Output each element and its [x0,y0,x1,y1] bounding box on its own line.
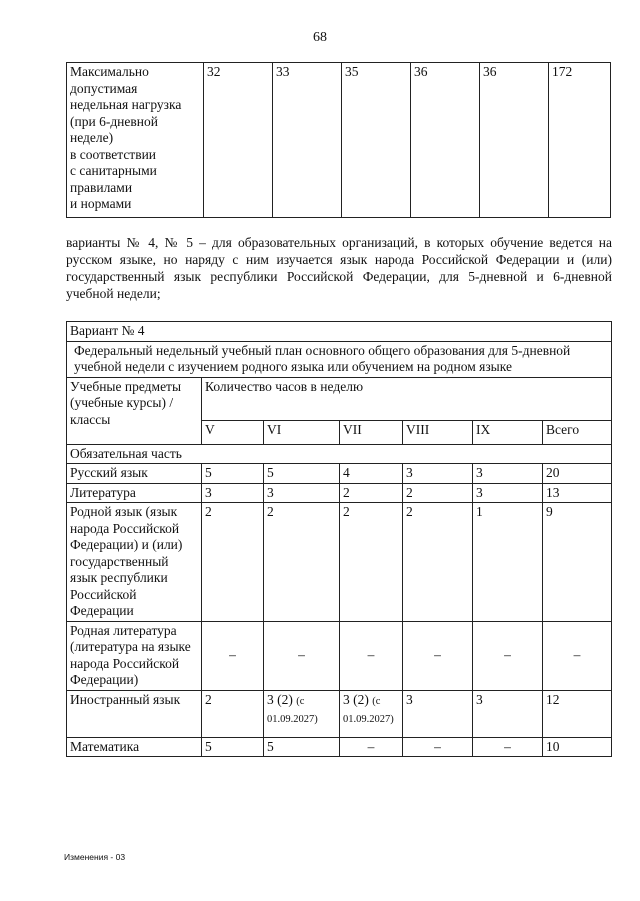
subject-name: Родной язык (язык народа Российской Федерации) и (или) государственный язык республики Российской Федерации [67,503,202,622]
grade-header: Всего [543,420,612,444]
hours-cell: 3 [473,464,543,484]
total-cell: – [543,621,612,690]
max-load-value: 33 [273,63,342,218]
hours-cell: 5 [202,464,264,484]
hours-cell: – [202,621,264,690]
plan-title: Федеральный недельный учебный план основного общего образования для 5-дневной учебной недели с изучением родного языка или обучением на родном языке [67,341,612,377]
hours-cell: 2 [340,483,403,503]
subjects-header: Учебные предметы (учебные курсы) / классы [67,377,202,444]
page-number: 68 [313,30,327,45]
total-cell: 9 [543,503,612,622]
hours-cell: 1 [473,503,543,622]
hours-cell: – [340,621,403,690]
table-row [67,341,612,377]
footer-note: Изменения - 03 [64,852,126,862]
subject-name: Математика [67,737,202,757]
hours-cell: 2 [403,483,473,503]
hours-cell: 3 [473,690,543,737]
hours-cell: 4 [340,464,403,484]
max-load-table [66,62,611,218]
total-cell: 13 [543,483,612,503]
subject-name: Родная литература (литература на языке народа Российской Федерации) [67,621,202,690]
hours-cell: – [340,737,403,757]
hours-cell: 3 (2) (с 01.09.2027) [340,690,403,737]
max-load-total: 172 [549,63,611,218]
grade-header: VIII [403,420,473,444]
total-cell: 20 [543,464,612,484]
table-row [67,322,612,342]
max-load-value: 36 [480,63,549,218]
max-load-value: 35 [342,63,411,218]
grade-header: IX [473,420,543,444]
hours-cell: – [473,737,543,757]
hours-cell: 2 [340,503,403,622]
hours-cell: – [403,621,473,690]
hours-cell: 2 [202,503,264,622]
hours-cell: 2 [403,503,473,622]
table-row [67,483,612,503]
max-load-label: Максимально допустимая недельная нагрузка (при 6-дневной неделе) в соответствии с санитарными правилами и нормами [67,63,204,218]
variant-label: Вариант № 4 [67,322,612,342]
table-row [67,444,612,464]
hours-cell: 5 [264,464,340,484]
subject-name: Иностранный язык [67,690,202,737]
hours-cell: – [473,621,543,690]
hours-cell: 3 [403,690,473,737]
hours-cell: 3 [264,483,340,503]
hours-cell: 5 [202,737,264,757]
table-row [67,621,612,690]
hours-cell: – [264,621,340,690]
total-cell: 10 [543,737,612,757]
hours-cell: 3 (2) (с 01.09.2027) [264,690,340,737]
hours-cell: 3 [202,483,264,503]
table-row [67,464,612,484]
section-header: Обязательная часть [67,444,612,464]
max-load-value: 36 [411,63,480,218]
hours-cell: 3 [403,464,473,484]
total-cell: 12 [543,690,612,737]
subject-name: Русский язык [67,464,202,484]
hours-cell: – [403,737,473,757]
grade-header: VII [340,420,403,444]
variant-4-table [66,321,612,757]
max-load-value: 32 [204,63,273,218]
grade-header: VI [264,420,340,444]
subject-name: Литература [67,483,202,503]
table-row [67,377,612,420]
hours-cell: 2 [264,503,340,622]
table-row [67,503,612,622]
hours-header: Количество часов в неделю [202,377,612,420]
hours-cell: 5 [264,737,340,757]
table-row [67,737,612,757]
grade-header: V [202,420,264,444]
table-row [67,63,611,218]
hours-cell: 3 [473,483,543,503]
variants-paragraph: варианты № 4, № 5 – для образовательных организаций, в которых обучение ведется на русском языке, но наряду с ним изучается язык народа Российской Федерации и (или) государственный язык республики Российской Федерации, для 5-дневной и 6-дневной учебной недели; [66,235,612,301]
table-row [67,690,612,737]
hours-cell: 2 [202,690,264,737]
